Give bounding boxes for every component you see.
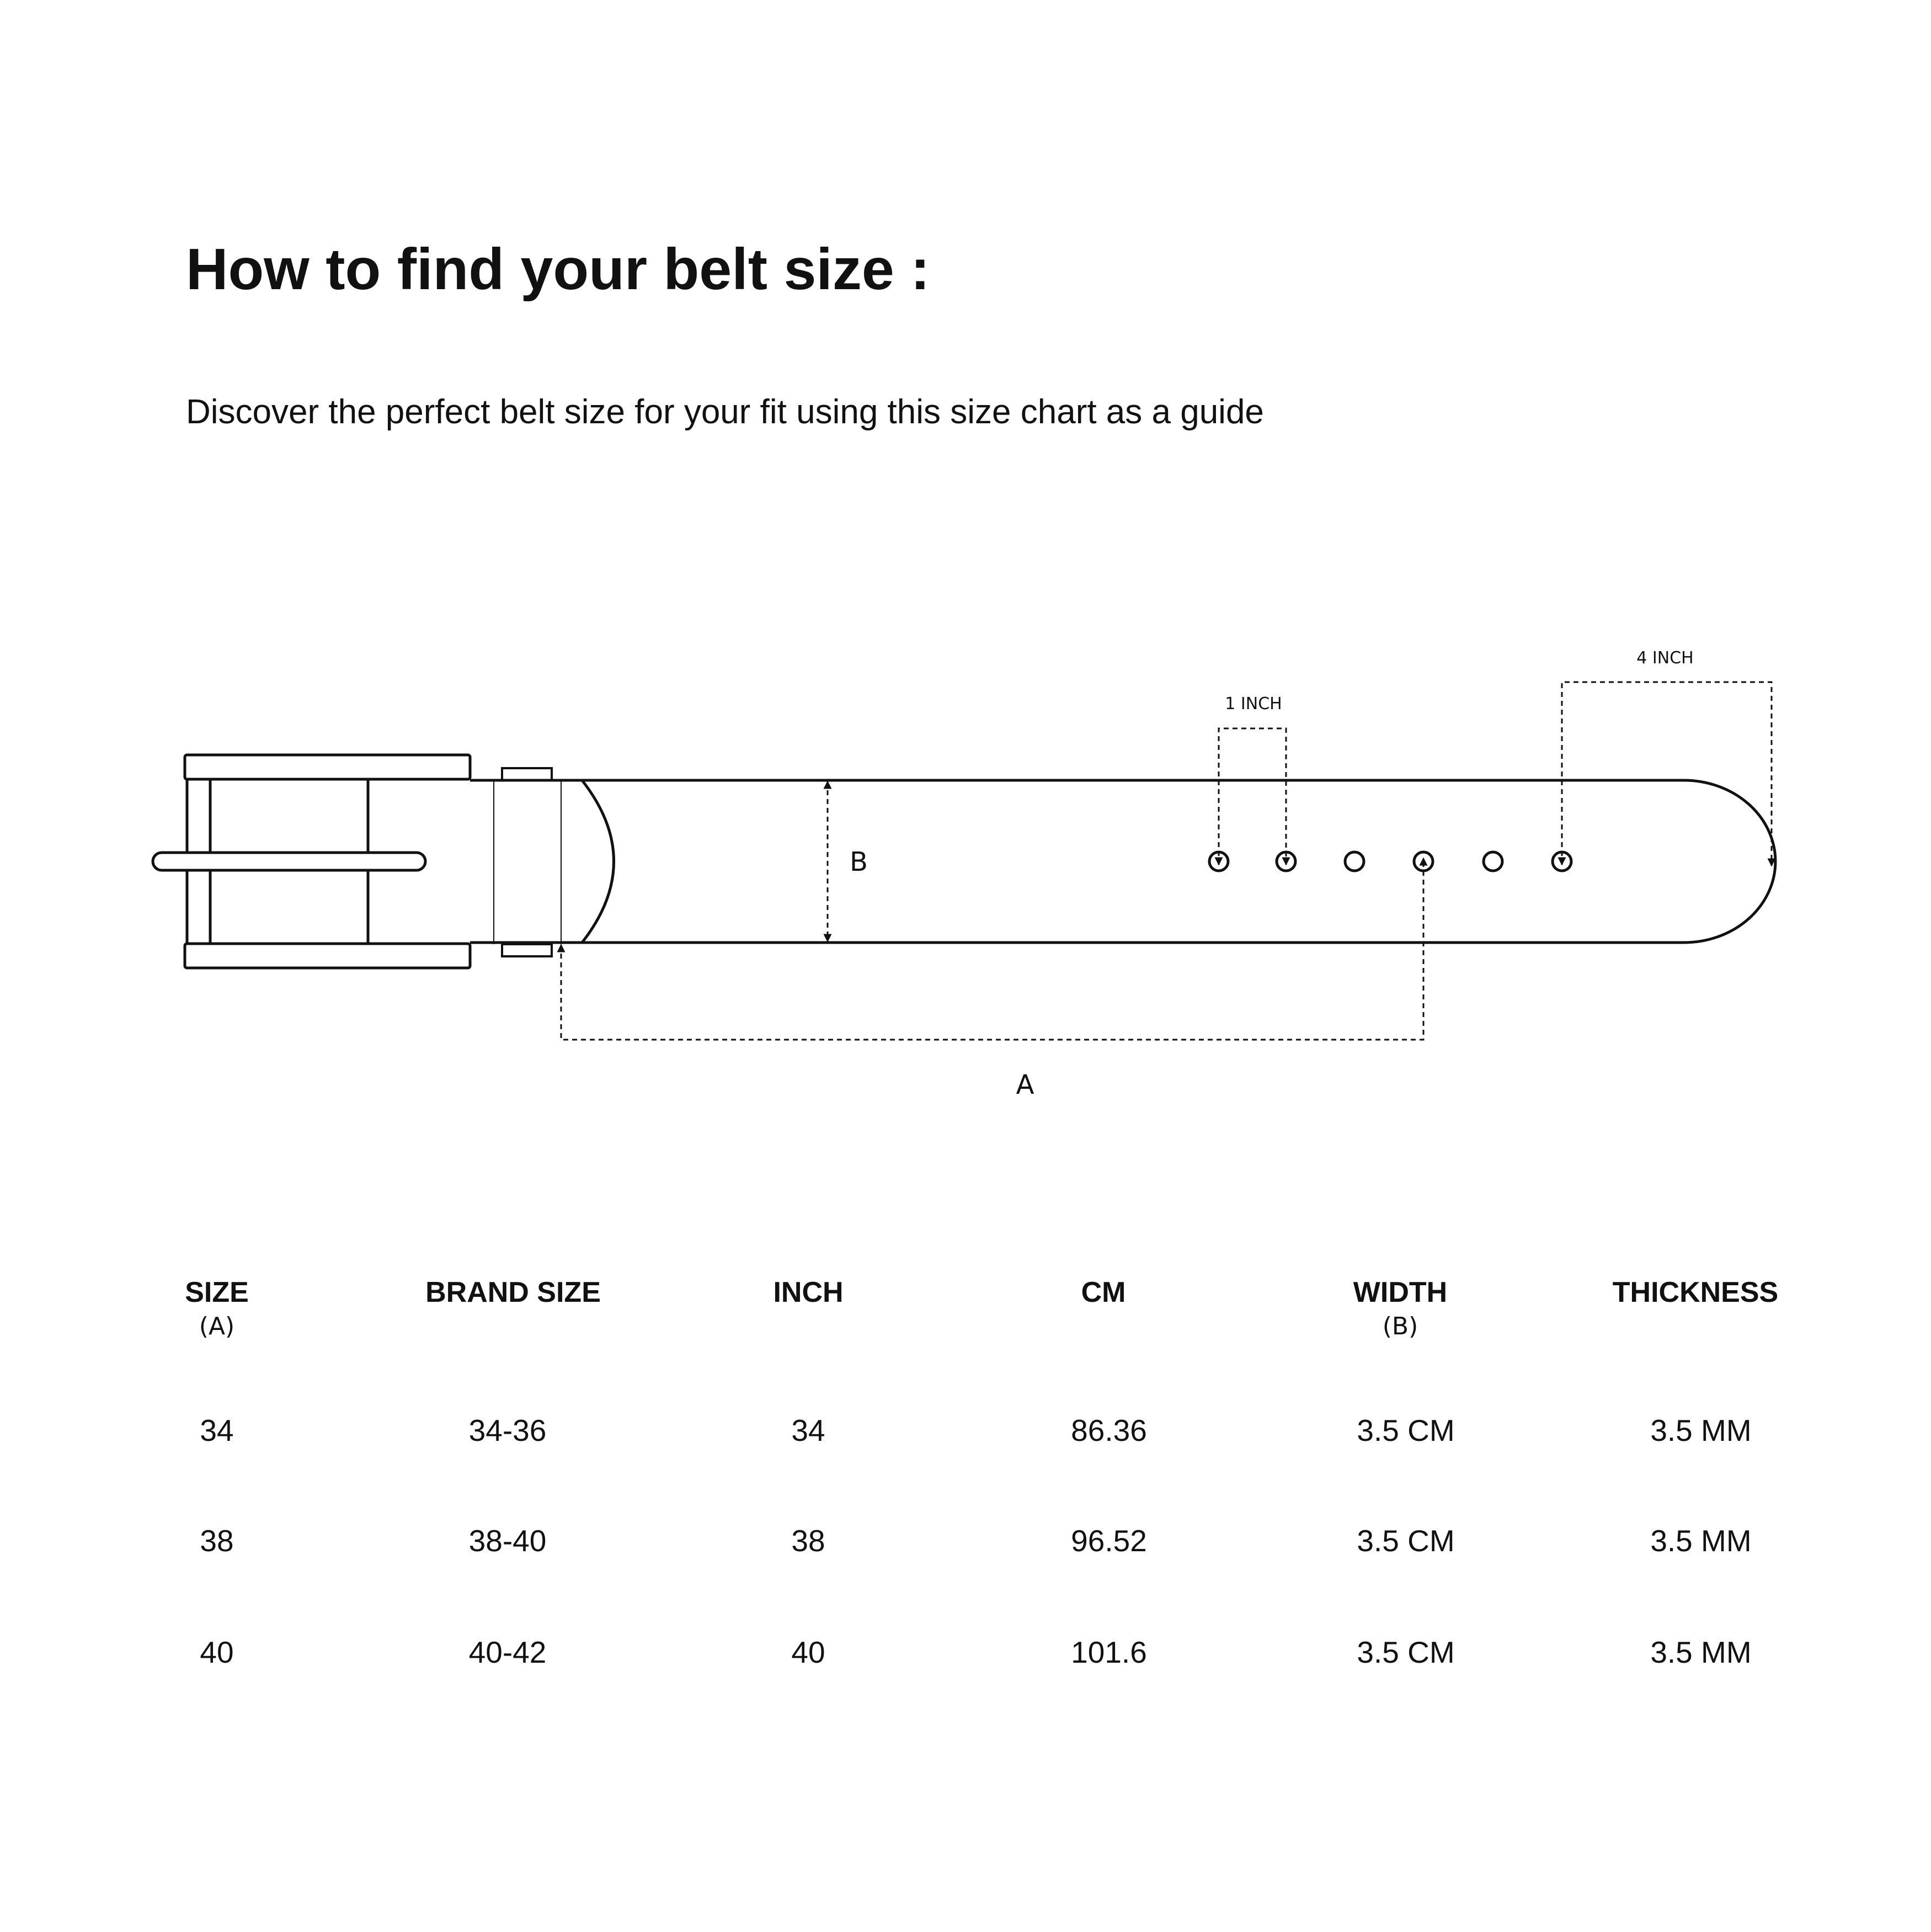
header-brand-size: BRAND SIZE bbox=[425, 1276, 601, 1308]
belt-keeper bbox=[494, 768, 561, 956]
header-cm: CM bbox=[1081, 1276, 1126, 1308]
header-size: SIZE bbox=[185, 1276, 249, 1308]
cell-size: 34 bbox=[200, 1413, 234, 1447]
cell-thickness: 3.5 MM bbox=[1650, 1524, 1752, 1558]
page-title: How to find your belt size : bbox=[186, 237, 930, 302]
tail-length-dimension bbox=[1562, 682, 1772, 866]
cell-inch: 34 bbox=[791, 1413, 825, 1447]
header-size-sub: (A) bbox=[199, 1312, 235, 1340]
strap-curve bbox=[582, 780, 614, 943]
cell-size: 38 bbox=[200, 1524, 234, 1558]
cell-inch: 40 bbox=[791, 1635, 825, 1669]
cell-thickness: 3.5 MM bbox=[1650, 1635, 1752, 1669]
cell-thickness: 3.5 MM bbox=[1650, 1413, 1752, 1447]
cell-cm: 96.52 bbox=[1071, 1524, 1147, 1558]
cell-brand-size: 34-36 bbox=[468, 1413, 547, 1447]
belt-holes bbox=[1209, 852, 1571, 871]
header-inch: INCH bbox=[773, 1276, 844, 1308]
hole-spacing-label: 1 INCH bbox=[1225, 694, 1282, 714]
cell-brand-size: 40-42 bbox=[468, 1635, 547, 1669]
cell-width: 3.5 CM bbox=[1357, 1524, 1455, 1558]
page-subtitle: Discover the perfect belt size for your fit using this size chart as a guide bbox=[186, 393, 1264, 431]
width-label: B bbox=[850, 847, 868, 877]
hole-spacing-dimension bbox=[1219, 728, 1286, 865]
header-thickness: THICKNESS bbox=[1612, 1276, 1779, 1308]
length-dimension bbox=[561, 858, 1423, 1040]
belt-strap bbox=[470, 780, 1775, 943]
cell-width: 3.5 CM bbox=[1357, 1413, 1455, 1447]
cell-cm: 86.36 bbox=[1071, 1413, 1147, 1447]
cell-cm: 101.6 bbox=[1071, 1635, 1147, 1669]
buckle-icon bbox=[153, 755, 470, 968]
header-width: WIDTH bbox=[1353, 1276, 1448, 1308]
header-width-sub: (B) bbox=[1382, 1312, 1418, 1340]
cell-size: 40 bbox=[200, 1635, 234, 1669]
tail-length-label: 4 INCH bbox=[1636, 648, 1694, 668]
cell-inch: 38 bbox=[791, 1524, 825, 1558]
cell-width: 3.5 CM bbox=[1357, 1635, 1455, 1669]
length-label: A bbox=[1016, 1069, 1034, 1100]
cell-brand-size: 38-40 bbox=[468, 1524, 547, 1558]
